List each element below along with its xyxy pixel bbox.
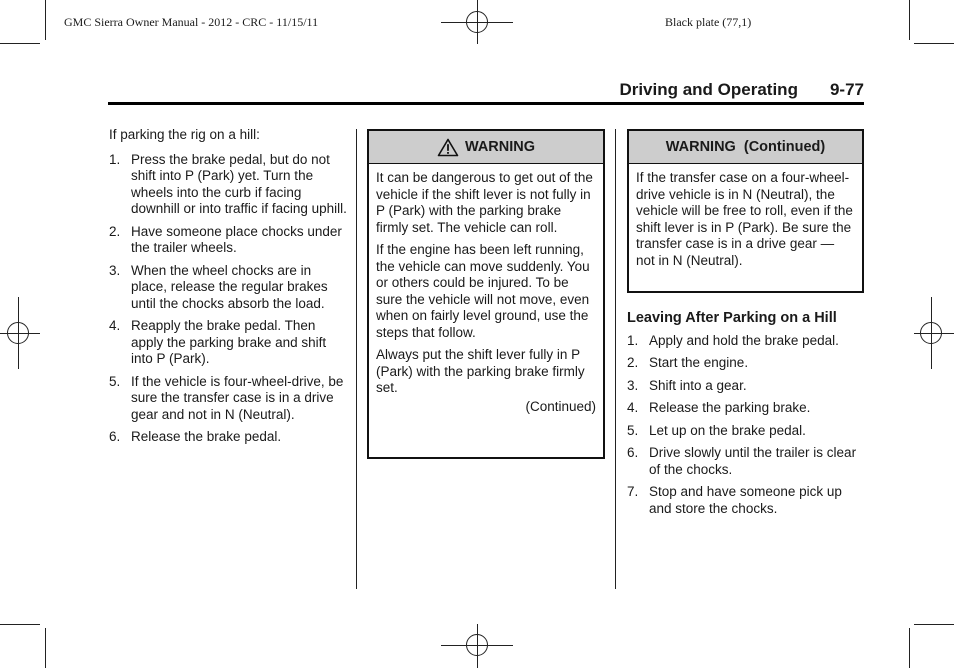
warning-continued-header [629,131,862,164]
continued-label: (Continued) [525,398,596,414]
list-item: 1. Press the brake pedal, but do not shift into P (Park) yet. Turn the wheels into the curb if facing downhill or into traffic if facing uphill. [109,151,347,216]
leaving-hill-steps [627,333,865,518]
section-title: Driving and Operating [619,80,798,99]
column-divider-left [356,129,357,589]
warning-continued-title: WARNING (Continued) [665,139,826,155]
list-item: 7. Stop and have someone pick up and store the chocks. [627,484,842,516]
warning-continued-box [627,129,864,293]
list-item: 6. Drive slowly until the trailer is clear of the chocks. [627,445,857,477]
column-right [627,310,865,523]
list-item: 4. Release the parking brake. [627,400,811,415]
warning-header [369,131,603,164]
page-number: 9-77 [829,80,864,99]
warning-paragraph: Always put the shift lever fully in P (Park) with the parking brake firmly set. [376,347,585,395]
warning-triangle-icon [437,138,459,157]
header-rule [108,102,864,105]
warning-body [369,164,603,419]
column-left [109,127,349,452]
plate-info-right: Black plate (77,1) [665,15,752,29]
plate-info-left: GMC Sierra Owner Manual - 2012 - CRC - 11/15/11 [64,15,319,29]
list-item: 2. Have someone place chocks under the trailer wheels. [109,223,342,255]
list-item: 4. Reapply the brake pedal. Then apply the parking brake and shift into P (Park). [109,318,327,366]
warning-continued-body [629,164,862,273]
warning-paragraph: If the transfer case on a four-wheel-drive vehicle is in N (Neutral), the vehicle will be free to roll, even if the shift lever is in P (Park). Be sure the transfer case is in a drive gear — not in N (Neutral). [636,170,853,268]
warning-box [367,129,605,459]
running-head [619,80,864,100]
list-item: 6. Release the brake pedal. [109,429,282,444]
hill-parking-steps [109,152,349,446]
section-subheading: Leaving After Parking on a Hill [627,310,837,326]
column-divider-right [615,129,616,589]
list-item: 5. If the vehicle is four-wheel-drive, be sure the transfer case is in a drive gear and not in N (Neutral). [109,373,344,422]
intro-text: If parking the rig on a hill: [109,127,260,142]
list-item: 5. Let up on the brake pedal. [627,422,806,438]
warning-paragraph: It can be dangerous to get out of the vehicle if the shift lever is not fully in P (Park) with the parking brake firmly set. The vehicle can roll. [376,170,593,235]
list-item: 3. Shift into a gear. [627,377,747,393]
list-item: 3. When the wheel chocks are in place, release the regular brakes until the chocks absorb the load. [109,262,328,311]
warning-paragraph: If the engine has been left running, the vehicle can move suddenly. You or others could be injured. To be sure the vehicle will not move, even when on fairly level ground, use the steps that follow. [376,242,590,340]
warning-title: WARNING [464,139,536,155]
list-item: 1. Apply and hold the brake pedal. [627,332,839,348]
list-item: 2. Start the engine. [627,355,749,370]
